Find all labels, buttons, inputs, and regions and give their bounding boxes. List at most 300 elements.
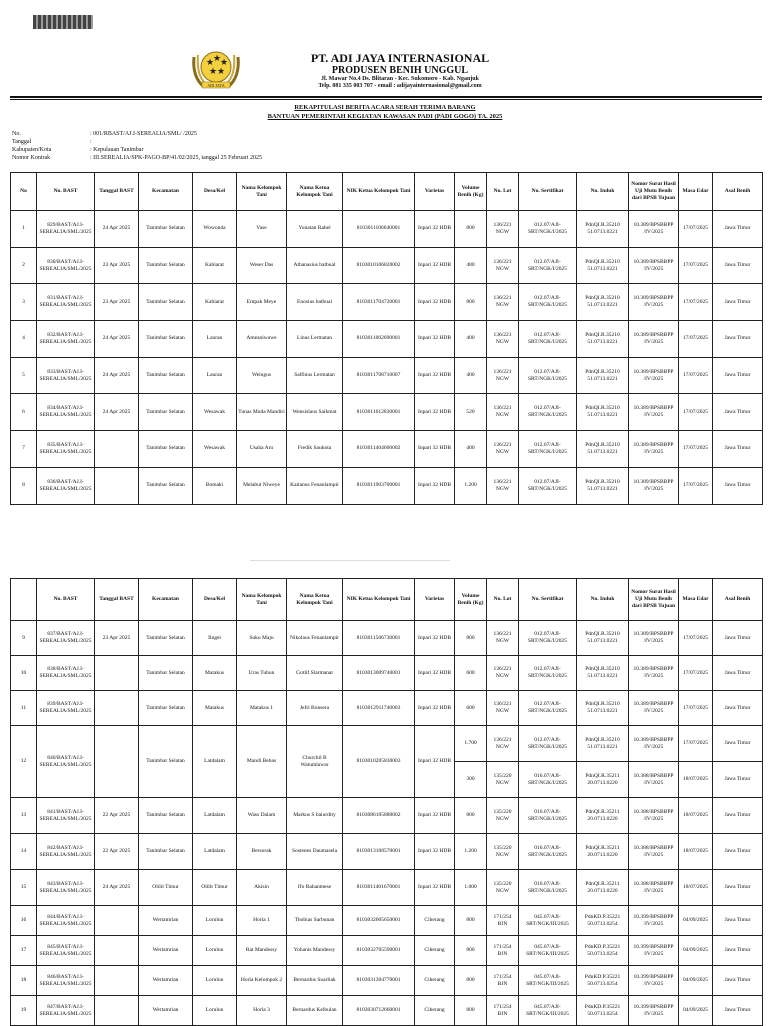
table-cell: 17/07/2025 bbox=[679, 321, 713, 358]
table-cell: Jawa Timur bbox=[713, 431, 763, 468]
table-cell: Inpari 32 HDB bbox=[415, 834, 455, 870]
table-row bbox=[11, 906, 763, 936]
meta-value: : 001/RBAST/AJ.I-SEREALIA/SML/ /2025 bbox=[90, 131, 197, 137]
table-cell: Wertamrian bbox=[139, 966, 193, 996]
table-cell: Jawa Timur bbox=[713, 211, 763, 248]
table-cell: 8103013009740001 bbox=[343, 656, 415, 691]
table-cell: 1.200 bbox=[455, 467, 487, 504]
table-cell: 17/07/2025 bbox=[679, 394, 713, 431]
table-cell: Ilngei bbox=[193, 621, 237, 656]
table-cell: PdnKD.P.35221 50.0713.0254 bbox=[577, 966, 629, 996]
document-meta bbox=[12, 130, 262, 162]
table-cell: Tanimbar Selatan bbox=[139, 431, 193, 468]
table-row bbox=[11, 284, 763, 321]
table-cell: 04/09/2025 bbox=[679, 906, 713, 936]
table-cell: 3 bbox=[11, 284, 37, 321]
table-cell: 016.07/AJI-SRT/NGK/I/2025 bbox=[519, 870, 577, 906]
table-cell: 10.389/BPSBBPP /IV/2025 bbox=[629, 247, 679, 284]
table-cell: Latdalam bbox=[193, 798, 237, 834]
table-cell: 016.07/AJI-SRT/NGK/I/2025 bbox=[519, 834, 577, 870]
table-cell bbox=[95, 996, 139, 1026]
table-cell: 04/09/2025 bbox=[679, 996, 713, 1026]
table-cell bbox=[95, 966, 139, 996]
table-cell: 400 bbox=[455, 431, 487, 468]
table-cell: 17/07/2025 bbox=[679, 726, 713, 762]
meta-label: Kabupaten/Kota bbox=[12, 147, 52, 153]
table-cell: Tanimbar Selatan bbox=[139, 357, 193, 394]
table-cell: Inpari 32 HDB bbox=[415, 431, 455, 468]
company-subtitle: PRODUSEN BENIH UNGGUL bbox=[331, 65, 469, 76]
column-header: Asal Benih bbox=[713, 173, 763, 211]
table-cell: Akisin bbox=[237, 870, 287, 906]
table-cell: 5 bbox=[11, 357, 37, 394]
table-cell: 012.07/AJI-SRT/NGK/I/2025 bbox=[519, 211, 577, 248]
table-cell: Jefri Bonsera bbox=[287, 691, 343, 726]
column-header: Masa Edar bbox=[679, 579, 713, 621]
column-header: Volume Benih (Kg) bbox=[455, 173, 487, 211]
table-cell: Horla Kelompok 2 bbox=[237, 966, 287, 996]
table-cell bbox=[95, 906, 139, 936]
table-cell: 171/254 BJN bbox=[487, 996, 519, 1026]
table-cell: PdnQI.R.35210 51.0713.0221 bbox=[577, 431, 629, 468]
table-cell: PdnQI.R.35210 51.0713.0221 bbox=[577, 211, 629, 248]
table-cell: Athanasius batbual bbox=[287, 247, 343, 284]
table-cell: 837/BAST/AJ.I-SEREALIA/SML/2025 bbox=[37, 621, 95, 656]
table-cell: 8103010205830003 bbox=[343, 726, 415, 798]
table-cell: 24 Apr 2025 bbox=[95, 211, 139, 248]
table-cell: Tanimbar Selatan bbox=[139, 321, 193, 358]
table-cell: 10.388/BPSBBPP /IV/2025 bbox=[629, 834, 679, 870]
table-cell: Wensislaus Saikmat bbox=[287, 394, 343, 431]
table-cell: 834/BAST/AJ.I-SEREALIA/SML/2025 bbox=[37, 394, 95, 431]
svg-text:★: ★ bbox=[220, 57, 229, 67]
table-cell: Bernardus Suarliak bbox=[287, 966, 343, 996]
column-header: NIK Ketua Kelompok Tani bbox=[343, 579, 415, 621]
table-cell: Jawa Timur bbox=[713, 726, 763, 762]
table-cell: Inpari 32 HDB bbox=[415, 691, 455, 726]
table-cell: Inpari 32 HDB bbox=[415, 726, 455, 798]
table-cell: Ciherang bbox=[415, 996, 455, 1026]
table-cell: Jawa Timur bbox=[713, 996, 763, 1026]
column-header: Nomor Surat Hasil Uji Mutu Benih dari BPSB Tujuan bbox=[629, 579, 679, 621]
table-cell: PdnQI.R.35210 51.0713.0221 bbox=[577, 357, 629, 394]
column-header: Tanggal BAST bbox=[95, 173, 139, 211]
table-cell: Churchil B Watumlawar bbox=[287, 726, 343, 798]
table-cell: 8103010106820002 bbox=[343, 247, 415, 284]
table-cell: 136/221 NGW bbox=[487, 284, 519, 321]
table-cell: 135/220 NGW bbox=[487, 870, 519, 906]
table-cell: 833/BAST/AJ.I-SEREALIA/SML/2025 bbox=[37, 357, 95, 394]
table-cell: Gotlif Slarmanat bbox=[287, 656, 343, 691]
table-cell: Bomaki bbox=[193, 467, 237, 504]
svg-text:★: ★ bbox=[206, 57, 215, 67]
table-cell: 800 bbox=[455, 936, 487, 966]
table-cell bbox=[95, 656, 139, 691]
table-cell: 800 bbox=[455, 211, 487, 248]
title-line-1: REKAPITULASI BERITA ACARA SERAH TERIMA BARANG bbox=[294, 104, 476, 111]
table-cell: Jawa Timur bbox=[713, 691, 763, 726]
table-cell: 012.07/AJI-SRT/NGK/I/2025 bbox=[519, 621, 577, 656]
table-cell: PdnQI.R.35210 51.0713.0221 bbox=[577, 691, 629, 726]
table-cell: Vase bbox=[237, 211, 287, 248]
table-cell: Lorulun bbox=[193, 936, 237, 966]
table-cell: Inpari 32 HDB bbox=[415, 656, 455, 691]
table-cell: Jawa Timur bbox=[713, 834, 763, 870]
table-cell: 136/221 NGW bbox=[487, 357, 519, 394]
table-cell: Usaha Aru bbox=[237, 431, 287, 468]
logo-text: ADI JAYA bbox=[207, 83, 225, 88]
table-cell: 17/07/2025 bbox=[679, 247, 713, 284]
table-cell: Ciherang bbox=[415, 966, 455, 996]
table-cell: 012.07/AJI-SRT/NGK/I/2025 bbox=[519, 357, 577, 394]
table-cell: 838/BAST/AJ.I-SEREALIA/SML/2025 bbox=[37, 656, 95, 691]
table-cell: 10.389/BPSBBPP /IV/2025 bbox=[629, 467, 679, 504]
table-cell: PdnKD.P.35221 50.0713.0254 bbox=[577, 996, 629, 1026]
table-row bbox=[11, 321, 763, 358]
meta-label: No. bbox=[12, 131, 21, 137]
table-cell: 8103011106640001 bbox=[343, 211, 415, 248]
table-cell: Inpari 32 HDB bbox=[415, 321, 455, 358]
table-cell: 10.389/BPSBBPP /IV/2025 bbox=[629, 691, 679, 726]
table-cell: Tanimbar Selatan bbox=[139, 284, 193, 321]
table-cell: Ameaniwawe bbox=[237, 321, 287, 358]
table-cell: 480 bbox=[455, 247, 487, 284]
table-cell: 17/07/2025 bbox=[679, 357, 713, 394]
recap-table-page-2 bbox=[10, 578, 763, 1026]
divider bbox=[10, 96, 762, 98]
table-cell: Inpari 32 HDB bbox=[415, 357, 455, 394]
document-title bbox=[160, 103, 610, 121]
table-cell: 831/BAST/AJ.I-SEREALIA/SML/2025 bbox=[37, 284, 95, 321]
column-header: Kecamatan bbox=[139, 579, 193, 621]
table-cell bbox=[95, 431, 139, 468]
table-cell: Jawa Timur bbox=[713, 906, 763, 936]
page-break bbox=[250, 560, 450, 561]
table-cell: 22 Apr 2025 bbox=[95, 798, 139, 834]
table-row bbox=[11, 357, 763, 394]
column-header: Kecamatan bbox=[139, 173, 193, 211]
column-header: Nama Ketua Kelompok Tani bbox=[287, 173, 343, 211]
table-cell: 045.07/AJI-SRT/NGK/III/2025 bbox=[519, 996, 577, 1026]
table-cell: 800 bbox=[455, 996, 487, 1026]
table-row bbox=[11, 834, 763, 870]
column-header: Nama Kelompok Tani bbox=[237, 579, 287, 621]
table-cell: Markus S baiurdity bbox=[287, 798, 343, 834]
meta-row bbox=[12, 130, 262, 138]
table-cell: Bernardus Kelbulan bbox=[287, 996, 343, 1026]
table-cell: 045.07/AJI-SRT/NGK/III/2025 bbox=[519, 936, 577, 966]
table-cell: 136/221 NGW bbox=[487, 656, 519, 691]
table-cell: Latdalam bbox=[193, 834, 237, 870]
svg-text:★: ★ bbox=[209, 66, 218, 76]
table-cell: 136/221 NGW bbox=[487, 394, 519, 431]
table-row bbox=[11, 726, 763, 762]
table-cell: 8103030712660001 bbox=[343, 996, 415, 1026]
table-cell: Wowonda bbox=[193, 211, 237, 248]
table-cell: 23 Apr 2025 bbox=[95, 284, 139, 321]
table-cell: Inpari 32 HDB bbox=[415, 621, 455, 656]
table-cell: Tanimbar Selatan bbox=[139, 834, 193, 870]
table-cell: 012.07/AJI-SRT/NGK/I/2025 bbox=[519, 726, 577, 762]
table-cell: 18 bbox=[11, 966, 37, 996]
table-cell: Tunas Muda Mandiri bbox=[237, 394, 287, 431]
table-cell: 10.388/BPSBBPP /IV/2025 bbox=[629, 762, 679, 798]
table-row bbox=[11, 996, 763, 1026]
table-cell: PdnKD.P.35221 50.0713.0254 bbox=[577, 936, 629, 966]
table-cell: 135/220 NGW bbox=[487, 834, 519, 870]
table-cell: Weingus bbox=[237, 357, 287, 394]
table-cell: 8103011506730001 bbox=[343, 621, 415, 656]
column-header: No. BAST bbox=[37, 579, 95, 621]
table-cell: 1.000 bbox=[455, 870, 487, 906]
table-cell: Horla 3 bbox=[237, 996, 287, 1026]
table-cell: 8103031304770001 bbox=[343, 966, 415, 996]
table-cell: 845/BAST/AJ.I-SEREALIA/SML/2025 bbox=[37, 936, 95, 966]
table-cell: 012.07/AJI-SRT/NGK/I/2025 bbox=[519, 467, 577, 504]
table-cell: 10.389/BPSBBPP /IV/2025 bbox=[629, 431, 679, 468]
svg-text:★: ★ bbox=[213, 53, 222, 63]
table-cell: Melabut Niweye bbox=[237, 467, 287, 504]
table-cell: 012.07/AJI-SRT/NGK/I/2025 bbox=[519, 321, 577, 358]
table-cell: PdnQI.R.35211 20.0713.0220 bbox=[577, 834, 629, 870]
table-cell: Matakus bbox=[193, 656, 237, 691]
table-cell: Lorulun bbox=[193, 906, 237, 936]
table-cell: Bersorak bbox=[237, 834, 287, 870]
table-cell: Matakus 1 bbox=[237, 691, 287, 726]
table-cell: 9 bbox=[11, 621, 37, 656]
table-cell: 2 bbox=[11, 247, 37, 284]
column-header: Varietas bbox=[415, 579, 455, 621]
table-cell: 8103011002690001 bbox=[343, 321, 415, 358]
table-cell: 136/221 NGW bbox=[487, 247, 519, 284]
table-cell: Wertamrian bbox=[139, 936, 193, 966]
table-cell: 23 Apr 2025 bbox=[95, 247, 139, 284]
table-cell: 18/07/2025 bbox=[679, 834, 713, 870]
company-address: Jl. Mawar No.4 Ds. Blitaran - Kec. Sukomoro - Kab. Nganjuk bbox=[321, 76, 479, 82]
table-cell: Olilit Timur bbox=[139, 870, 193, 906]
table-cell: 842/BAST/AJ.I-SEREALIA/SML/2025 bbox=[37, 834, 95, 870]
column-header: No. Lot bbox=[487, 579, 519, 621]
table-cell: 04/09/2025 bbox=[679, 936, 713, 966]
table-cell: PdnQI.R.35210 51.0713.0221 bbox=[577, 726, 629, 762]
table-cell: Wertamrian bbox=[139, 996, 193, 1026]
svg-text:★: ★ bbox=[217, 66, 226, 76]
table-row bbox=[11, 798, 763, 834]
table-cell: 14 bbox=[11, 834, 37, 870]
table-cell: Tanimbar Selatan bbox=[139, 394, 193, 431]
table-cell: 24 Apr 2025 bbox=[95, 394, 139, 431]
column-header: No. BAST bbox=[37, 173, 95, 211]
table-cell: 016.07/AJI-SRT/NGK/I/2025 bbox=[519, 798, 577, 834]
meta-value: : bbox=[90, 139, 92, 145]
meta-label: Nomor Kontrak bbox=[12, 155, 51, 161]
table-cell: Latdalam bbox=[193, 726, 237, 798]
table-cell: 17/07/2025 bbox=[679, 284, 713, 321]
table-cell: Yonatan Rahel bbox=[287, 211, 343, 248]
table-cell: 136/221 NGW bbox=[487, 431, 519, 468]
table-cell: 836/BAST/AJ.I-SEREALIA/SML/2025 bbox=[37, 467, 95, 504]
table-cell: PdnQI.R.35210 51.0713.0221 bbox=[577, 284, 629, 321]
table-cell: 8103011708710007 bbox=[343, 357, 415, 394]
table-cell: Jawa Timur bbox=[713, 284, 763, 321]
table-row bbox=[11, 966, 763, 996]
table-cell: PdnQI.R.35210 51.0713.0221 bbox=[577, 467, 629, 504]
table-cell: 8 bbox=[11, 467, 37, 504]
table-cell: 800 bbox=[455, 906, 487, 936]
table-cell: Horla 1 bbox=[237, 906, 287, 936]
table-cell bbox=[95, 936, 139, 966]
table-cell: 10.399/BPSBBPP /IV/2025 bbox=[629, 996, 679, 1026]
table-cell: Inpari 32 HDB bbox=[415, 211, 455, 248]
table-cell: 8103011612830001 bbox=[343, 394, 415, 431]
table-cell: Lorulun bbox=[193, 996, 237, 1026]
table-cell: 10.389/BPSBBPP /IV/2025 bbox=[629, 656, 679, 691]
table-cell: Jawa Timur bbox=[713, 870, 763, 906]
table-cell: 839/BAST/AJ.I-SEREALIA/SML/2025 bbox=[37, 691, 95, 726]
table-cell: 10.399/BPSBBPP /IV/2025 bbox=[629, 936, 679, 966]
table-row bbox=[11, 431, 763, 468]
title-line-2: BANTUAN PEMERINTAH KEGIATAN KAWASAN PADI (PADI GOGO) TA. 2025 bbox=[267, 113, 503, 120]
table-cell: 10.389/BPSBBPP /IV/2025 bbox=[629, 321, 679, 358]
table-cell: PdnQI.R.35210 51.0713.0221 bbox=[577, 247, 629, 284]
meta-value: : III.SEREALIA/SPK-PAGO-BP/41/02/2025, tanggal 25 Februari 2025 bbox=[90, 155, 262, 161]
table-cell: Jawa Timur bbox=[713, 656, 763, 691]
table-cell: Jawa Timur bbox=[713, 966, 763, 996]
table-cell: 830/BAST/AJ.I-SEREALIA/SML/2025 bbox=[37, 247, 95, 284]
table-cell: 012.07/AJI-SRT/NGK/I/2025 bbox=[519, 247, 577, 284]
table-cell: Tanimbar Selatan bbox=[139, 467, 193, 504]
table-cell: 04/09/2025 bbox=[679, 966, 713, 996]
table-cell: 136/221 NGW bbox=[487, 726, 519, 762]
table-cell: 18/07/2025 bbox=[679, 762, 713, 798]
table-cell: 136/221 NGW bbox=[487, 211, 519, 248]
table-cell: 800 bbox=[455, 284, 487, 321]
table-cell: 10.388/BPSBBPP /IV/2025 bbox=[629, 870, 679, 906]
table-cell: 136/221 NGW bbox=[487, 467, 519, 504]
table-cell: 10 bbox=[11, 656, 37, 691]
table-cell: Wass Dalam bbox=[237, 798, 287, 834]
table-cell: PdnQI.R.35210 51.0713.0221 bbox=[577, 394, 629, 431]
meta-value: : Kepulauan Tanimbar bbox=[90, 147, 144, 153]
table-cell: 10.399/BPSBBPP /IV/2025 bbox=[629, 906, 679, 936]
table-cell bbox=[95, 691, 139, 726]
table-cell: Ifo Rahanmese bbox=[287, 870, 343, 906]
column-header: Asal Benih bbox=[713, 579, 763, 621]
table-cell: 6 bbox=[11, 394, 37, 431]
table-cell: 4 bbox=[11, 321, 37, 358]
table-row bbox=[11, 870, 763, 906]
table-cell: Jawa Timur bbox=[713, 798, 763, 834]
table-cell: 135/220 NGW bbox=[487, 762, 519, 798]
table-cell: 8103011903700001 bbox=[343, 467, 415, 504]
letterhead bbox=[250, 52, 550, 90]
table-cell: 400 bbox=[455, 321, 487, 358]
table-cell: Jawa Timur bbox=[713, 762, 763, 798]
table-cell: Tanimbar Selatan bbox=[139, 691, 193, 726]
table-cell: Inpari 32 HDB bbox=[415, 247, 455, 284]
column-header: NIK Ketua Kelompok Tani bbox=[343, 173, 415, 211]
company-name: PT. ADI JAYA INTERNASIONAL bbox=[310, 51, 490, 65]
table-cell: 400 bbox=[455, 357, 487, 394]
table-cell bbox=[95, 726, 139, 798]
table-cell: 17/07/2025 bbox=[679, 621, 713, 656]
table-cell: 800 bbox=[455, 798, 487, 834]
meta-label: Tanggal bbox=[12, 139, 32, 145]
table-cell: 600 bbox=[455, 691, 487, 726]
column-header bbox=[11, 579, 37, 621]
table-cell: Inpari 32 HDB bbox=[415, 467, 455, 504]
table-cell: Jawa Timur bbox=[713, 247, 763, 284]
table-cell: 045.07/AJI-SRT/NGK/III/2025 bbox=[519, 966, 577, 996]
table-cell: PdnQI.R.35210 51.0713.0221 bbox=[577, 321, 629, 358]
table-cell: Sostenes Daumasela bbox=[287, 834, 343, 870]
table-cell: Kabiarat bbox=[193, 247, 237, 284]
column-header: Nomor Surat Hasil Uji Mutu Benih dari BPSB Tujuan bbox=[629, 173, 679, 211]
table-cell: 841/BAST/AJ.I-SEREALIA/SML/2025 bbox=[37, 798, 95, 834]
table-cell: Uras Tubun bbox=[237, 656, 287, 691]
table-cell: Ciherang bbox=[415, 906, 455, 936]
table-cell: 17/07/2025 bbox=[679, 467, 713, 504]
table-cell: Tanimbar Selatan bbox=[139, 798, 193, 834]
table-cell: 045.07/AJI-SRT/NGK/III/2025 bbox=[519, 906, 577, 936]
table-cell: 10.389/BPSBBPP /IV/2025 bbox=[629, 211, 679, 248]
table-cell: 24 Apr 2025 bbox=[95, 321, 139, 358]
table-cell: Salfinus Lermatan bbox=[287, 357, 343, 394]
table-cell: Jawa Timur bbox=[713, 394, 763, 431]
divider bbox=[10, 99, 762, 100]
table-cell: Empak Meye bbox=[237, 284, 287, 321]
table-cell: 8103013108570001 bbox=[343, 834, 415, 870]
table-row bbox=[11, 247, 763, 284]
table-cell: 17 bbox=[11, 936, 37, 966]
table-cell: 17/07/2025 bbox=[679, 656, 713, 691]
table-cell: 520 bbox=[455, 394, 487, 431]
column-header: No. Lot bbox=[487, 173, 519, 211]
column-header: No bbox=[11, 173, 37, 211]
table-cell: Rat Mandessy bbox=[237, 936, 287, 966]
table-cell: Olilit Timur bbox=[193, 870, 237, 906]
table-cell: 7 bbox=[11, 431, 37, 468]
table-cell: 24 Apr 2025 bbox=[95, 870, 139, 906]
table-cell: 24 Apr 2025 bbox=[95, 357, 139, 394]
table-cell: 1.200 bbox=[455, 834, 487, 870]
table-cell: 012.07/AJI-SRT/NGK/I/2025 bbox=[519, 656, 577, 691]
column-header: No. Induk bbox=[577, 579, 629, 621]
table-cell: 18/07/2025 bbox=[679, 870, 713, 906]
table-cell: Lorulun bbox=[193, 966, 237, 996]
table-cell: 800 bbox=[455, 621, 487, 656]
table-cell: Tanimbar Selatan bbox=[139, 656, 193, 691]
table-cell bbox=[95, 467, 139, 504]
table-cell: 012.07/AJI-SRT/NGK/I/2025 bbox=[519, 691, 577, 726]
column-header: Desa/Kel bbox=[193, 173, 237, 211]
table-cell: 8103011404600002 bbox=[343, 431, 415, 468]
table-cell: PdnQI.R.35211 20.0713.0220 bbox=[577, 798, 629, 834]
table-cell: 8103086105880002 bbox=[343, 798, 415, 834]
table-cell: 840/BAST/AJ.I-SEREALIA/SML/2025 bbox=[37, 726, 95, 798]
column-header: Varietas bbox=[415, 173, 455, 211]
table-cell: 8103012911740003 bbox=[343, 691, 415, 726]
table-cell: 23 Apr 2025 bbox=[95, 621, 139, 656]
table-cell: 012.07/AJI-SRT/NGK/I/2025 bbox=[519, 431, 577, 468]
table-cell: Mandi Bebas bbox=[237, 726, 287, 798]
table-row bbox=[11, 936, 763, 966]
table-cell: 10.388/BPSBBPP /IV/2025 bbox=[629, 798, 679, 834]
table-cell: Lauran bbox=[193, 321, 237, 358]
column-header: Desa/Kel bbox=[193, 579, 237, 621]
table-cell: 847/BAST/AJ.I-SEREALIA/SML/2025 bbox=[37, 996, 95, 1026]
table-cell: Inpari 32 HDB bbox=[415, 284, 455, 321]
